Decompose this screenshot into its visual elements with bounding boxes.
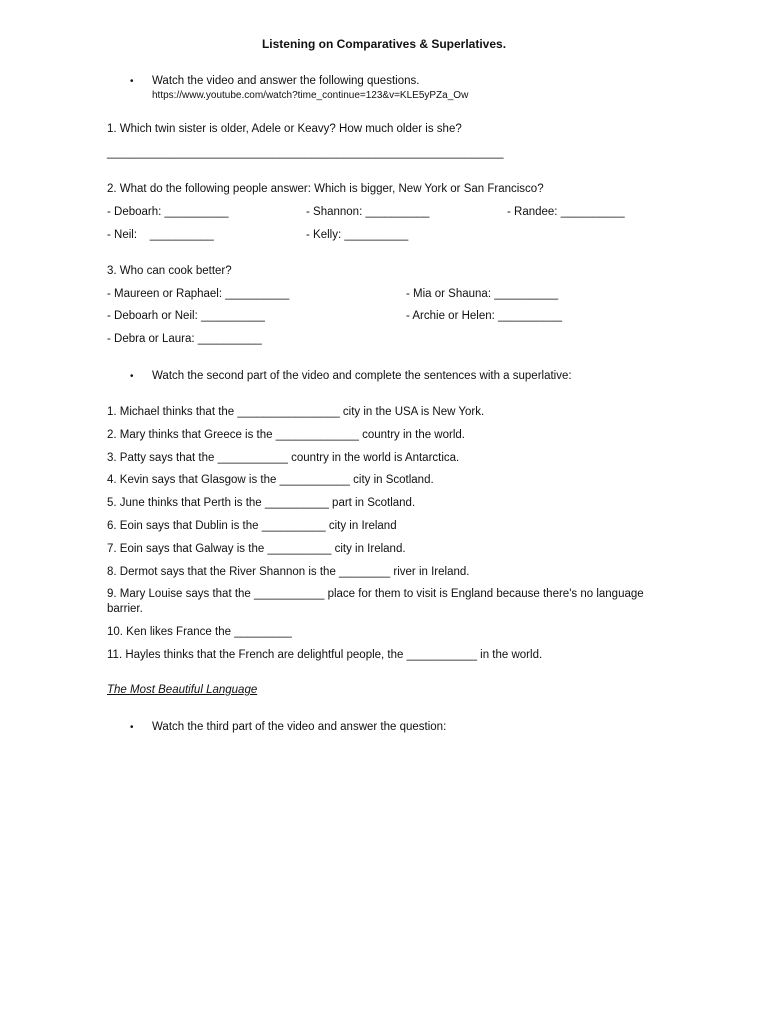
question-1: 1. Which twin sister is older, Adele or Keavy? How much older is she? [107,123,462,135]
q3-item: - Maureen or Raphael: __________ [107,288,290,300]
q3-item: - Debra or Laura: __________ [107,333,262,345]
q2-item: - Randee: __________ [507,206,625,218]
sentence: 10. Ken likes France the _________ [107,626,292,638]
page-title: Listening on Comparatives & Superlatives. [261,37,507,51]
sentence: 4. Kevin says that Glasgow is the ___________ city in Scotland. [107,474,434,486]
q2-item: - Shannon: __________ [306,206,430,218]
section3-heading: The Most Beautiful Language [107,684,258,696]
q3-item: - Deboarh or Neil: __________ [107,310,265,322]
bullet-icon: • [130,76,134,87]
bullet-icon: • [130,371,134,382]
section1-instruction: Watch the video and answer the following questions. [152,75,420,87]
sentence: 9. Mary Louise says that the ___________ place for them to visit is England because there's no language barrier. [107,588,644,615]
q3-item: - Archie or Helen: __________ [406,310,562,322]
sentence: 7. Eoin says that Galway is the __________ city in Ireland. [107,543,406,555]
video-url[interactable]: https://www.youtube.com/watch?time_continue=123&v=KLE5yPZa_Ow [152,90,469,101]
q2-item: - Kelly: __________ [306,229,409,241]
answer-line-1: ______________________________________________________________ [107,147,504,159]
sentence: 8. Dermot says that the River Shannon is the ________ river in Ireland. [107,566,470,578]
sentence: 1. Michael thinks that the ________________ city in the USA is New York. [107,406,485,418]
sentence: 5. June thinks that Perth is the __________ part in Scotland. [107,497,416,509]
q2-item: - Neil: __________ [107,229,214,241]
sentence: 6. Eoin says that Dublin is the __________ city in Ireland [107,520,397,532]
question-2: 2. What do the following people answer: Which is bigger, New York or San Francisco? [107,183,544,195]
bullet-icon: • [130,722,134,733]
question-3: 3. Who can cook better? [107,265,232,277]
sentence: 3. Patty says that the ___________ country in the world is Antarctica. [107,452,460,464]
section2-instruction: Watch the second part of the video and complete the sentences with a superlative: [152,370,572,382]
q2-item: - Deboarh: __________ [107,206,229,218]
sentence: 2. Mary thinks that Greece is the _____________ country in the world. [107,429,465,441]
q3-item: - Mia or Shauna: __________ [406,288,559,300]
sentence: 11. Hayles thinks that the French are delightful people, the ___________ in the world. [107,649,543,661]
section3-instruction: Watch the third part of the video and answer the question: [152,721,447,733]
